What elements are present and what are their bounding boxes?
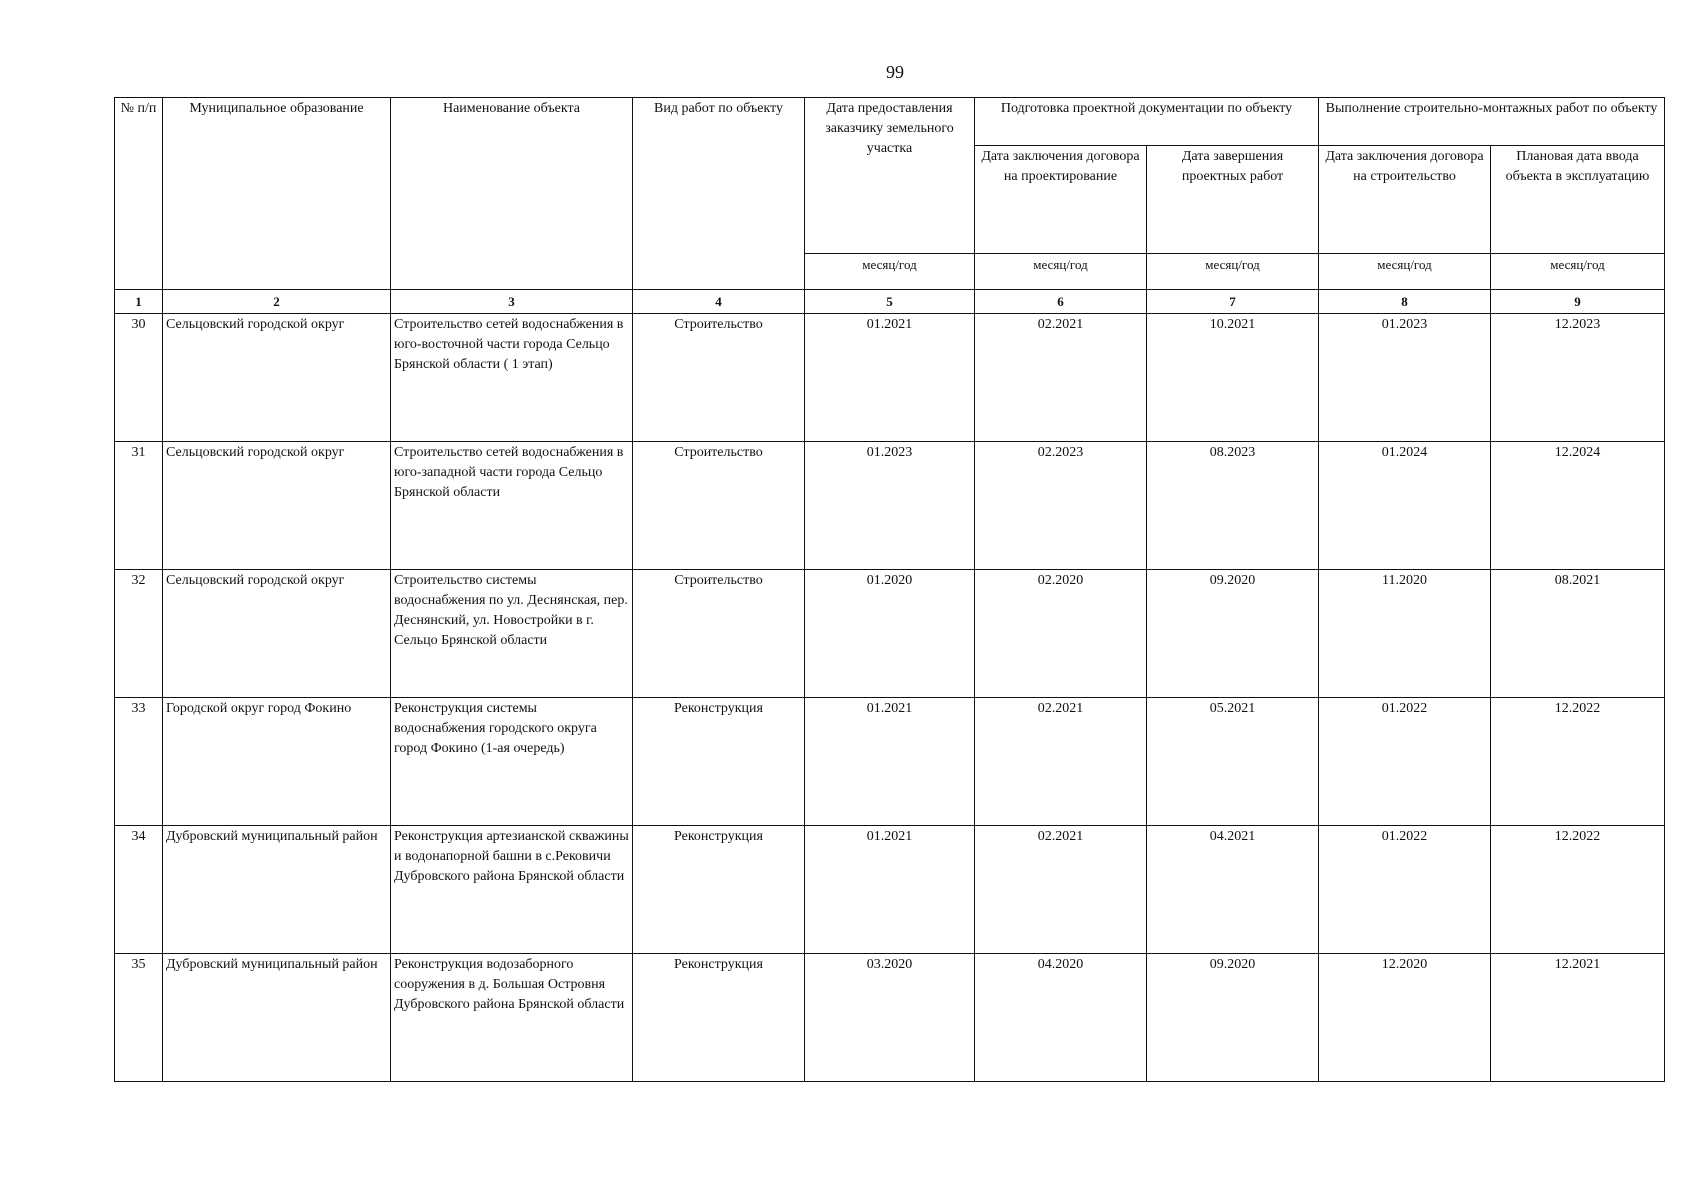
table-row: [115, 314, 1665, 442]
header-design-contract: Дата заключения договора на проектирование: [975, 146, 1147, 254]
header-land-date: Дата предоставления заказчику земельного участка: [805, 98, 975, 254]
land-date-cell: 01.2021: [805, 314, 975, 442]
schedule-table: [114, 97, 1665, 1082]
municipality-cell: Сельцовский городской округ: [163, 314, 391, 442]
land-date-cell: 01.2021: [805, 698, 975, 826]
design-contract-cell: 02.2021: [975, 698, 1147, 826]
land-date-cell: 01.2021: [805, 826, 975, 954]
construction-contract-cell: 01.2023: [1319, 314, 1491, 442]
header-construction-contract: Дата заключения договора на строительство: [1319, 146, 1491, 254]
municipality-cell: Дубровский муниципальный район: [163, 826, 391, 954]
work-type-cell: Реконструкция: [633, 954, 805, 1082]
work-type-cell: Реконструкция: [633, 826, 805, 954]
column-number: 4: [633, 290, 805, 314]
construction-contract-cell: 01.2024: [1319, 442, 1491, 570]
commissioning-cell: 08.2021: [1491, 570, 1665, 698]
unit-land-date: месяц/год: [805, 254, 975, 290]
header-commissioning: Плановая дата ввода объекта в эксплуатацию: [1491, 146, 1665, 254]
design-contract-cell: 02.2021: [975, 314, 1147, 442]
header-object-name: Наименование объекта: [391, 98, 633, 290]
design-end-cell: 09.2020: [1147, 954, 1319, 1082]
municipality-cell: Сельцовский городской округ: [163, 442, 391, 570]
land-date-cell: 01.2023: [805, 442, 975, 570]
header-design-group: Подготовка проектной документации по объекту: [975, 98, 1319, 146]
work-type-cell: Строительство: [633, 570, 805, 698]
commissioning-cell: 12.2022: [1491, 826, 1665, 954]
design-end-cell: 04.2021: [1147, 826, 1319, 954]
row-number: 35: [115, 954, 163, 1082]
table-row: [115, 570, 1665, 698]
design-end-cell: 05.2021: [1147, 698, 1319, 826]
object-name-cell: Строительство сетей водоснабжения в юго-западной части города Сельцо Брянской области: [391, 442, 633, 570]
column-number: 1: [115, 290, 163, 314]
column-number: 6: [975, 290, 1147, 314]
work-type-cell: Реконструкция: [633, 698, 805, 826]
commissioning-cell: 12.2021: [1491, 954, 1665, 1082]
row-number: 32: [115, 570, 163, 698]
design-contract-cell: 02.2020: [975, 570, 1147, 698]
unit-design-end: месяц/год: [1147, 254, 1319, 290]
municipality-cell: Городской округ город Фокино: [163, 698, 391, 826]
municipality-cell: Дубровский муниципальный район: [163, 954, 391, 1082]
row-number: 31: [115, 442, 163, 570]
header-work-type: Вид работ по объекту: [633, 98, 805, 290]
design-contract-cell: 04.2020: [975, 954, 1147, 1082]
design-end-cell: 10.2021: [1147, 314, 1319, 442]
column-number: 8: [1319, 290, 1491, 314]
unit-design-contract: месяц/год: [975, 254, 1147, 290]
header-municipality: Муниципальное образование: [163, 98, 391, 290]
work-type-cell: Строительство: [633, 442, 805, 570]
column-number: 9: [1491, 290, 1665, 314]
column-number: 3: [391, 290, 633, 314]
work-type-cell: Строительство: [633, 314, 805, 442]
design-contract-cell: 02.2021: [975, 826, 1147, 954]
municipality-cell: Сельцовский городской округ: [163, 570, 391, 698]
table-row: [115, 954, 1665, 1082]
object-name-cell: Реконструкция артезианской скважины и водонапорной башни в с.Рековичи Дубровского района Брянской области: [391, 826, 633, 954]
table-row: [115, 442, 1665, 570]
object-name-cell: Реконструкция системы водоснабжения городского округа город Фокино (1-ая очередь): [391, 698, 633, 826]
header-design-end: Дата завершения проектных работ: [1147, 146, 1319, 254]
unit-construction-contract: месяц/год: [1319, 254, 1491, 290]
construction-contract-cell: 11.2020: [1319, 570, 1491, 698]
row-number: 34: [115, 826, 163, 954]
object-name-cell: Строительство сетей водоснабжения в юго-восточной части города Сельцо Брянской области ( 1 этап): [391, 314, 633, 442]
design-end-cell: 09.2020: [1147, 570, 1319, 698]
commissioning-cell: 12.2022: [1491, 698, 1665, 826]
unit-commissioning: месяц/год: [1491, 254, 1665, 290]
table-row: [115, 698, 1665, 826]
row-number: 30: [115, 314, 163, 442]
construction-contract-cell: 12.2020: [1319, 954, 1491, 1082]
page-number: 99: [886, 62, 904, 82]
column-number: 2: [163, 290, 391, 314]
object-name-cell: Реконструкция водозаборного сооружения в д. Большая Островня Дубровского района Брянской области: [391, 954, 633, 1082]
design-contract-cell: 02.2023: [975, 442, 1147, 570]
row-number: 33: [115, 698, 163, 826]
land-date-cell: 01.2020: [805, 570, 975, 698]
commissioning-cell: 12.2023: [1491, 314, 1665, 442]
column-number: 7: [1147, 290, 1319, 314]
table-row: [115, 826, 1665, 954]
construction-contract-cell: 01.2022: [1319, 826, 1491, 954]
column-number: 5: [805, 290, 975, 314]
header-num: № п/п: [115, 98, 163, 290]
object-name-cell: Строительство системы водоснабжения по ул. Деснянская, пер. Деснянский, ул. Новостройки в г. Сельцо Брянской области: [391, 570, 633, 698]
land-date-cell: 03.2020: [805, 954, 975, 1082]
commissioning-cell: 12.2024: [1491, 442, 1665, 570]
header-construction-group: Выполнение строительно-монтажных работ по объекту: [1319, 98, 1665, 146]
construction-contract-cell: 01.2022: [1319, 698, 1491, 826]
design-end-cell: 08.2023: [1147, 442, 1319, 570]
